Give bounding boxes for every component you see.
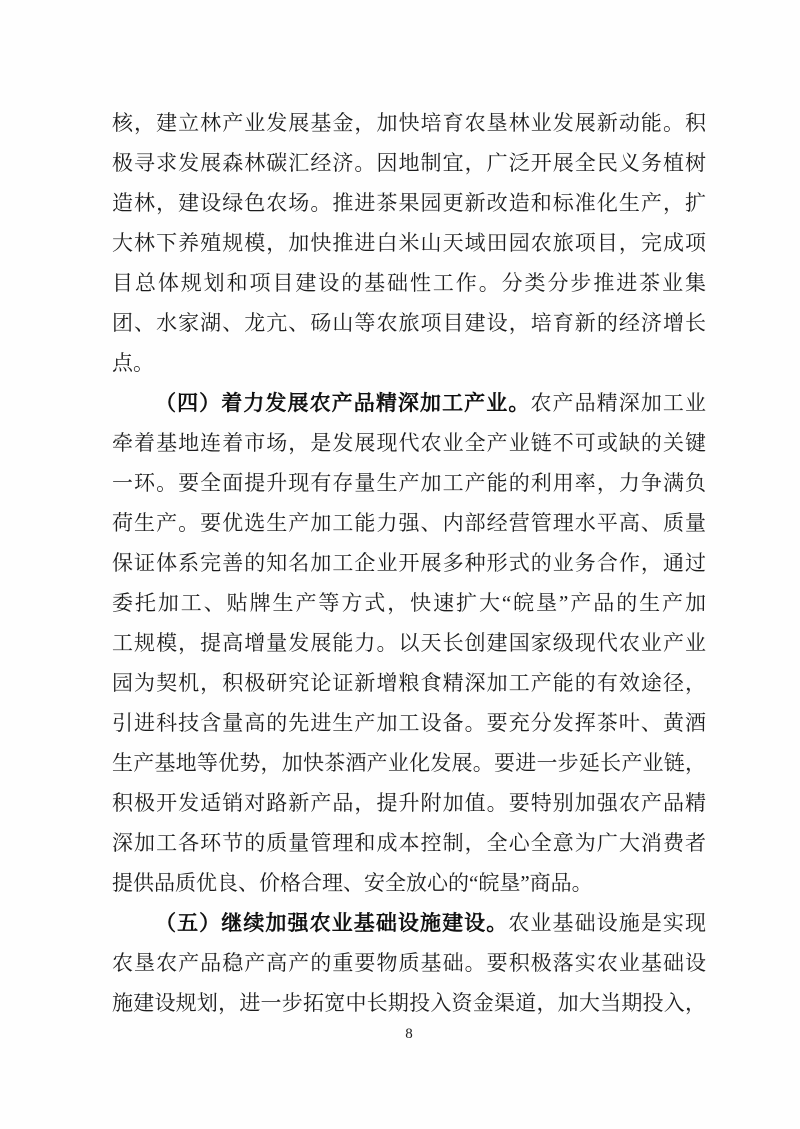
text-line [112,503,706,543]
text-segment: 委托加工、贴牌生产等方式，快速扩大“皖垦”产品的生产加 [112,591,706,615]
text-line [112,303,706,343]
text-segment: 点。 [112,351,154,375]
page-number: 8 [405,1026,413,1042]
text-segment: 生产基地等优势，加快茶酒产业化发展。要进一步延长产业链， [112,751,706,775]
text-line [112,343,706,383]
text-line [112,983,706,1023]
text-segment: 农产品精深加工业 [530,391,706,415]
text-segment: 造林，建设绿色农场。推进茶果园更新改造和标准化生产，扩 [112,191,706,215]
paragraph-forestry-continuation [112,103,706,383]
text-segment: 极寻求发展森林碳汇经济。因地制宜，广泛开展全民义务植树 [112,151,706,175]
text-line [112,583,706,623]
text-segment: 团、水家湖、龙亢、砀山等农旅项目建设，培育新的经济增长 [112,311,706,335]
document-body [112,103,706,1023]
text-segment: 核，建立林产业发展基金，加快培育农垦林业发展新动能。积 [112,111,706,135]
text-segment: 荷生产。要优选生产加工能力强、内部经营管理水平高、质量 [112,511,706,535]
text-line [112,663,706,703]
text-segment: 深加工各环节的质量管理和成本控制，全心全意为广大消费者 [112,831,706,855]
section-heading: （四）着力发展农产品精深加工产业。 [155,391,531,415]
text-segment: 施建设规划，进一步拓宽中长期投入资金渠道，加大当期投入， [112,991,706,1015]
text-line [112,423,706,463]
text-segment: 目总体规划和项目建设的基础性工作。分类分步推进茶业集 [112,271,706,295]
text-line [112,743,706,783]
text-segment: 农业基础设施是实现 [508,911,706,935]
section-heading: （五）继续加强农业基础设施建设。 [155,911,509,935]
text-line [112,783,706,823]
text-segment: 提供品质优良、价格合理、安全放心的“皖垦”商品。 [112,871,593,895]
text-line [112,943,706,983]
text-segment: 保证体系完善的知名加工企业开展多种形式的业务合作，通过 [112,551,706,575]
text-line [112,703,706,743]
text-line [112,463,706,503]
text-line [112,103,706,143]
paragraph-section-5-infrastructure [112,903,706,1023]
text-line [112,183,706,223]
text-line [112,623,706,663]
text-segment: 牵着基地连着市场，是发展现代农业全产业链不可或缺的关键 [112,431,706,455]
text-segment: 工规模，提高增量发展能力。以天长创建国家级现代农业产业 [112,631,706,655]
text-line [112,863,706,903]
paragraph-section-4-processing-industry [112,383,706,903]
text-line [112,223,706,263]
text-line [112,903,706,943]
text-segment: 园为契机，积极研究论证新增粮食精深加工产能的有效途径， [112,671,706,695]
text-line [112,543,706,583]
text-line [112,143,706,183]
text-line [112,823,706,863]
text-segment: 积极开发适销对路新产品，提升附加值。要特别加强农产品精 [112,791,706,815]
text-segment: 农垦农产品稳产高产的重要物质基础。要积极落实农业基础设 [112,951,706,975]
text-segment: 引进科技含量高的先进生产加工设备。要充分发挥茶叶、黄酒 [112,711,706,735]
text-line [112,383,706,423]
text-line [112,263,706,303]
text-segment: 大林下养殖规模，加快推进白米山天域田园农旅项目，完成项 [112,231,706,255]
text-segment: 一环。要全面提升现有存量生产加工产能的利用率，力争满负 [112,471,706,495]
